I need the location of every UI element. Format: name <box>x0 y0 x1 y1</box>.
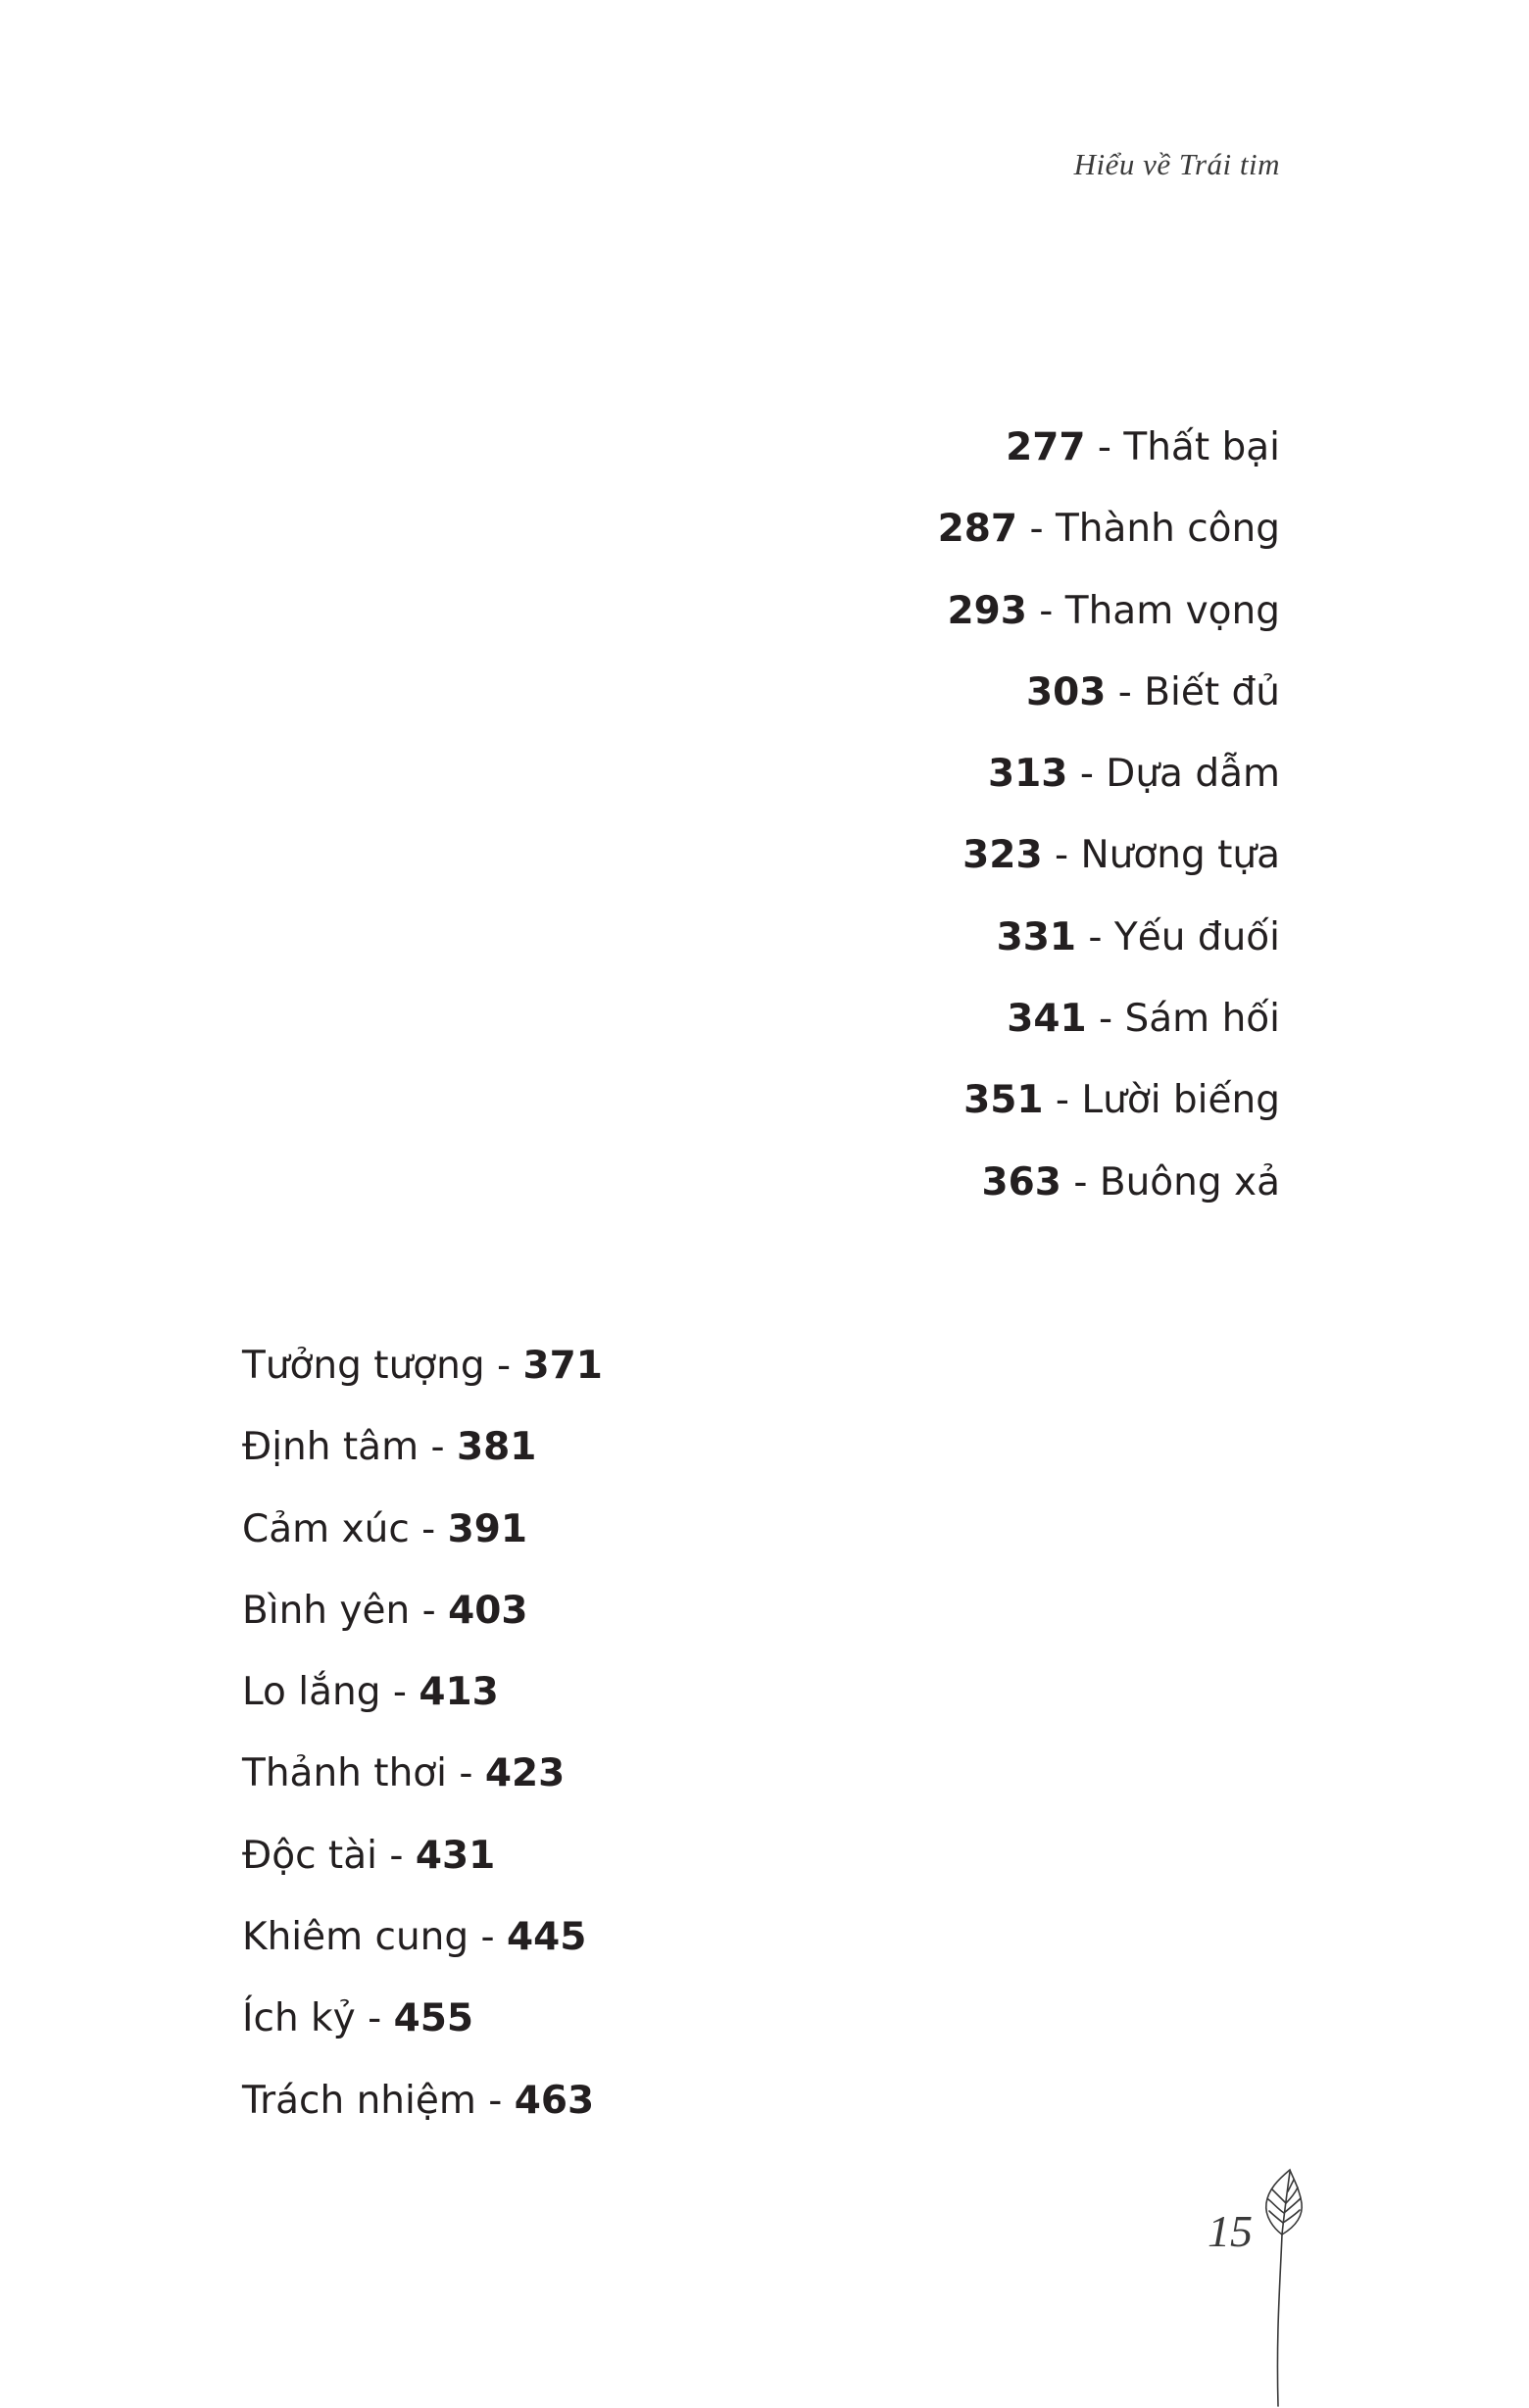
toc-page-number: 403 <box>448 1588 528 1633</box>
toc-separator: - <box>409 1506 448 1551</box>
toc-page-number: 323 <box>962 833 1043 878</box>
toc-separator: - <box>1076 914 1114 959</box>
toc-title: Lười biếng <box>1081 1078 1280 1123</box>
toc-entry[interactable] <box>242 2060 603 2141</box>
toc-page-number: 277 <box>1006 425 1086 469</box>
toc-entry[interactable] <box>938 814 1280 896</box>
toc-separator: - <box>446 1751 485 1796</box>
toc-page-number: 313 <box>988 752 1068 797</box>
toc-entry[interactable] <box>938 652 1280 733</box>
toc-title: Dựa dẫm <box>1106 752 1280 797</box>
toc-separator: - <box>1042 833 1081 878</box>
toc-entry[interactable] <box>242 1651 603 1733</box>
toc-title: Thành công <box>1055 507 1280 552</box>
toc-list-right <box>938 407 1280 1223</box>
leaf-icon <box>1251 2166 1319 2408</box>
toc-entry[interactable] <box>938 570 1280 652</box>
toc-separator: - <box>1060 1159 1100 1204</box>
toc-separator: - <box>380 1670 419 1715</box>
toc-page-number: 331 <box>996 914 1077 959</box>
toc-page-number: 287 <box>937 507 1018 552</box>
toc-separator: - <box>469 1915 508 1960</box>
toc-separator: - <box>1086 997 1125 1042</box>
toc-separator: - <box>410 1588 449 1633</box>
toc-title: Ích kỷ <box>242 1996 356 2041</box>
toc-title: Bình yên <box>242 1588 411 1633</box>
toc-page-number: 455 <box>393 1996 474 2041</box>
toc-title: Độc tài <box>242 1833 377 1878</box>
toc-separator: - <box>376 1833 416 1878</box>
toc-page-number: 381 <box>456 1425 537 1470</box>
toc-page-number: 351 <box>963 1078 1044 1123</box>
toc-separator: - <box>1026 588 1065 633</box>
toc-title: Yếu đuối <box>1113 914 1280 959</box>
toc-separator: - <box>1085 425 1124 469</box>
toc-title: Sám hối <box>1124 997 1280 1042</box>
toc-page-number: 371 <box>522 1344 603 1388</box>
toc-entry[interactable] <box>242 1733 603 1814</box>
toc-separator: - <box>419 1425 457 1470</box>
toc-entry[interactable] <box>938 978 1280 1059</box>
toc-separator: - <box>1043 1078 1082 1123</box>
toc-title: Nương tựa <box>1080 833 1280 878</box>
toc-page-number: 363 <box>981 1159 1061 1204</box>
toc-entry[interactable] <box>242 1406 603 1488</box>
toc-title: Cảm xúc <box>242 1506 410 1551</box>
toc-entry[interactable] <box>242 1815 603 1896</box>
toc-title: Lo lắng <box>242 1670 381 1715</box>
toc-entry[interactable] <box>938 488 1280 569</box>
toc-title: Tưởng tượng <box>242 1344 485 1388</box>
toc-entry[interactable] <box>242 1570 603 1651</box>
toc-entry[interactable] <box>938 1059 1280 1141</box>
toc-separator: - <box>484 1344 523 1388</box>
running-header: Hiểu về Trái tim <box>1073 147 1280 181</box>
toc-title: Khiêm cung <box>242 1915 469 1960</box>
toc-page-number: 413 <box>419 1670 499 1715</box>
toc-page-number: 341 <box>1007 997 1087 1042</box>
toc-entry[interactable] <box>242 1896 603 1978</box>
toc-title: Định tâm <box>242 1425 419 1470</box>
toc-title: Trách nhiệm <box>242 2078 476 2123</box>
toc-page-number: 463 <box>514 2078 595 2123</box>
toc-separator: - <box>1106 669 1145 714</box>
toc-entry[interactable] <box>242 1978 603 2059</box>
toc-page-number: 293 <box>947 588 1027 633</box>
toc-title: Tham vọng <box>1064 588 1280 633</box>
page-number: 15 <box>1208 2206 1253 2256</box>
toc-entry[interactable] <box>938 733 1280 814</box>
toc-page-number: 445 <box>507 1915 587 1960</box>
toc-page-number: 303 <box>1025 669 1107 714</box>
toc-entry[interactable] <box>938 1142 1280 1223</box>
toc-entry[interactable] <box>242 1325 603 1406</box>
toc-entry[interactable] <box>242 1489 603 1570</box>
toc-separator: - <box>1017 507 1056 552</box>
toc-separator: - <box>355 1996 394 2041</box>
toc-title: Thất bại <box>1123 425 1280 469</box>
toc-title: Buông xả <box>1099 1159 1280 1204</box>
toc-title: Thảnh thơi <box>242 1751 447 1796</box>
toc-page-number: 431 <box>415 1833 496 1878</box>
toc-separator: - <box>475 2078 515 2123</box>
toc-entry[interactable] <box>938 897 1280 978</box>
toc-page-number: 391 <box>447 1506 528 1551</box>
toc-page-number: 423 <box>484 1751 566 1796</box>
toc-entry[interactable] <box>938 407 1280 488</box>
toc-list-left <box>242 1325 603 2141</box>
toc-separator: - <box>1067 752 1107 797</box>
toc-title: Biết đủ <box>1144 669 1280 714</box>
